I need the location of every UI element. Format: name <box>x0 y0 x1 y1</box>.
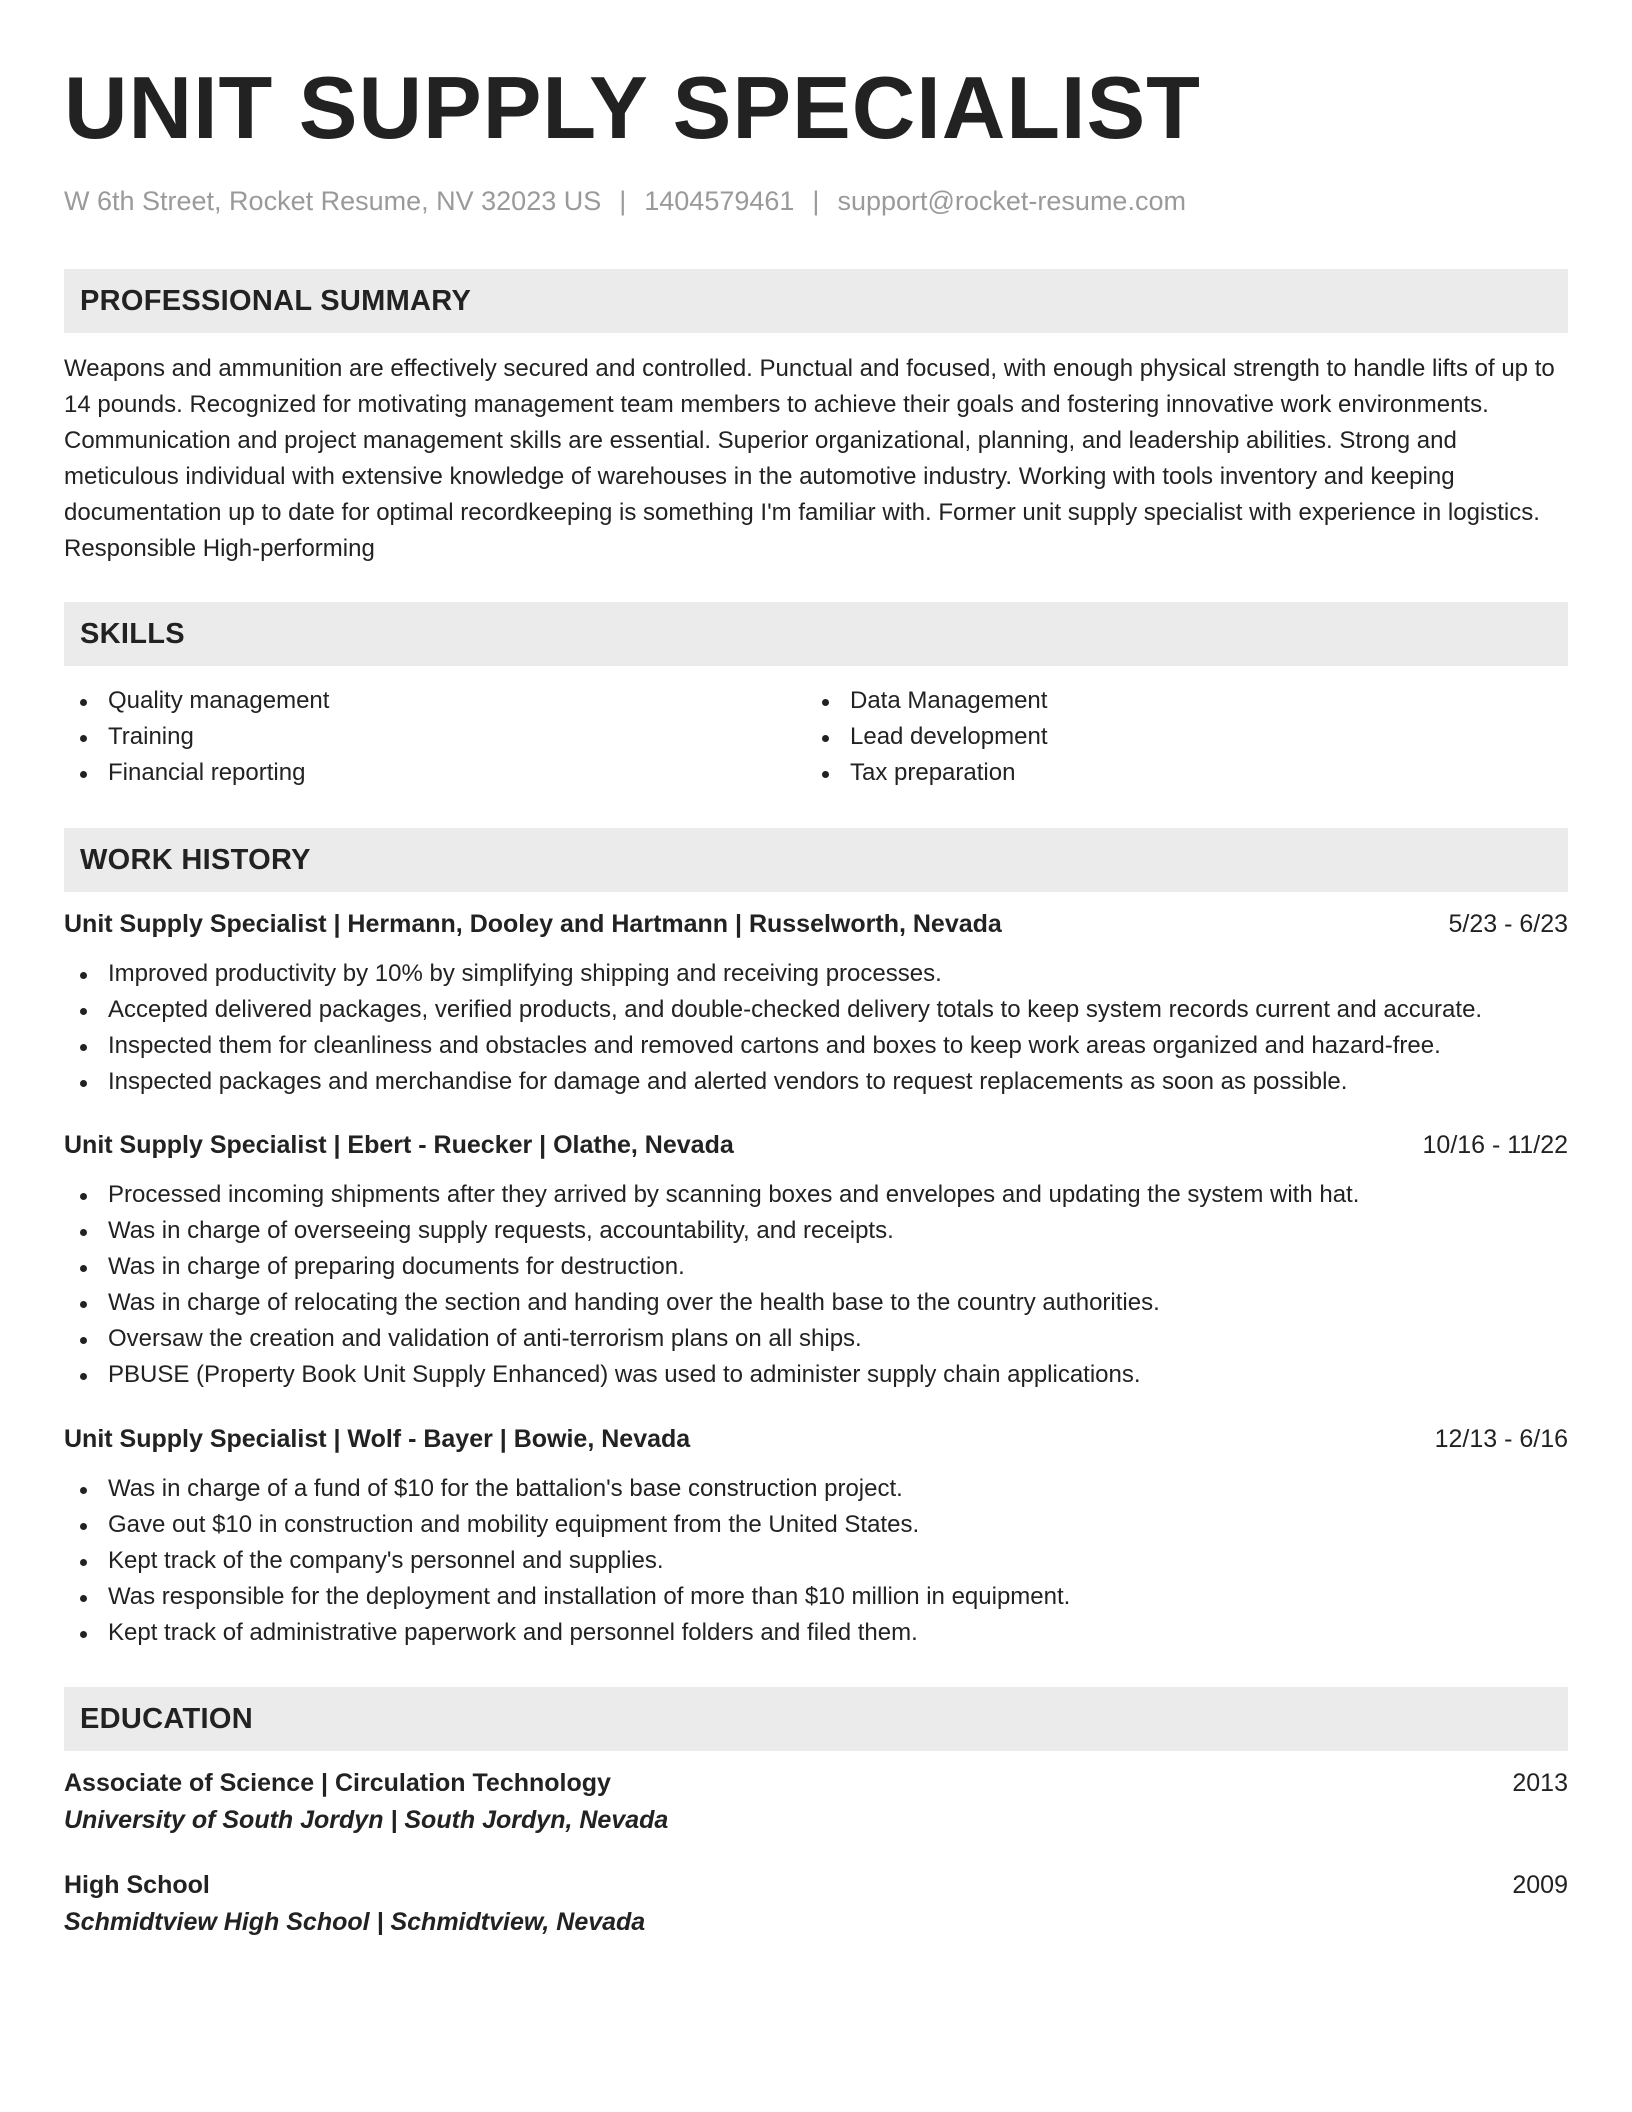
education-heading: EDUCATION <box>64 1687 1568 1751</box>
job-title: Unit Supply Specialist | Hermann, Dooley and Hartmann | Russelworth, Nevada <box>64 910 1002 938</box>
job-bullet: Oversaw the creation and validation of anti-terrorism plans on all ships. <box>64 1321 1568 1357</box>
contact-separator: | <box>619 186 627 216</box>
job-bullet: Was in charge of preparing documents for destruction. <box>64 1249 1568 1285</box>
contact-phone: 1404579461 <box>644 186 795 216</box>
education-degree: High School <box>64 1871 210 1899</box>
skill-item: Training <box>64 719 806 755</box>
job-bullet: Inspected packages and merchandise for damage and alerted vendors to request replacements as soon as possible. <box>64 1064 1568 1100</box>
job-bullet: Kept track of the company's personnel and supplies. <box>64 1543 1568 1579</box>
education-school: University of South Jordyn | South Jordyn, Nevada <box>64 1806 669 1834</box>
job-bullet: Improved productivity by 10% by simplifying shipping and receiving processes. <box>64 956 1568 992</box>
job-title: Unit Supply Specialist | Wolf - Bayer | Bowie, Nevada <box>64 1425 691 1453</box>
skill-item: Financial reporting <box>64 755 806 791</box>
skills-column-right <box>806 683 1548 791</box>
contact-email: support@rocket-resume.com <box>837 186 1186 216</box>
job-bullet: Accepted delivered packages, verified products, and double-checked delivery totals to keep system records current and accurate. <box>64 992 1568 1028</box>
resume-name: UNIT SUPPLY SPECIALIST <box>64 58 1201 157</box>
job-bullets <box>64 1177 1568 1393</box>
job-dates: 5/23 - 6/23 <box>1448 910 1568 938</box>
contact-address: W 6th Street, Rocket Resume, NV 32023 US <box>64 186 602 216</box>
job-bullet: Kept track of administrative paperwork and personnel folders and filed them. <box>64 1615 1568 1651</box>
education-year: 2009 <box>1512 1871 1568 1899</box>
job-bullets <box>64 1471 1568 1651</box>
job-header <box>64 1425 1568 1454</box>
skills-list <box>64 683 1568 791</box>
contact-separator: | <box>812 186 820 216</box>
skill-item: Tax preparation <box>806 755 1548 791</box>
job-title: Unit Supply Specialist | Ebert - Ruecker | Olathe, Nevada <box>64 1131 734 1159</box>
job-bullet: Was in charge of overseeing supply requests, accountability, and receipts. <box>64 1213 1568 1249</box>
education-entry-header <box>64 1769 1568 1798</box>
job-bullet: Was responsible for the deployment and installation of more than $10 million in equipment. <box>64 1579 1568 1615</box>
job-bullet: Was in charge of a fund of $10 for the battalion's base construction project. <box>64 1471 1568 1507</box>
job-bullet: Processed incoming shipments after they arrived by scanning boxes and envelopes and updating the system with hat. <box>64 1177 1568 1213</box>
education-entry-header <box>64 1871 1568 1900</box>
job-bullet: Was in charge of relocating the section and handing over the health base to the country authorities. <box>64 1285 1568 1321</box>
job-header <box>64 1131 1568 1160</box>
job-bullet: Gave out $10 in construction and mobility equipment from the United States. <box>64 1507 1568 1543</box>
job-bullets <box>64 956 1568 1100</box>
education-degree: Associate of Science | Circulation Technology <box>64 1769 611 1797</box>
job-bullet: PBUSE (Property Book Unit Supply Enhanced) was used to administer supply chain applications. <box>64 1357 1568 1393</box>
education-year: 2013 <box>1512 1769 1568 1797</box>
skill-item: Quality management <box>64 683 806 719</box>
job-bullet: Inspected them for cleanliness and obstacles and removed cartons and boxes to keep work areas organized and hazard-free. <box>64 1028 1568 1064</box>
summary-heading: PROFESSIONAL SUMMARY <box>64 269 1568 333</box>
skill-item: Data Management <box>806 683 1548 719</box>
skills-column-left <box>64 683 806 791</box>
skills-heading: SKILLS <box>64 602 1568 666</box>
job-header <box>64 910 1568 939</box>
job-dates: 10/16 - 11/22 <box>1422 1131 1568 1159</box>
work-history-heading: WORK HISTORY <box>64 828 1568 892</box>
education-school: Schmidtview High School | Schmidtview, Nevada <box>64 1908 646 1936</box>
skill-item: Lead development <box>806 719 1548 755</box>
job-dates: 12/13 - 6/16 <box>1434 1425 1568 1453</box>
contact-line <box>64 186 1568 217</box>
summary-text: Weapons and ammunition are effectively secured and controlled. Punctual and focused, with enough physical strength to handle lifts of up to 14 pounds. Recognized for motivating management team members to achieve their goals and fostering innovative work environments. Communication and project management skills are essential. Superior organizational, planning, and leadership abilities. Strong and meticulous individual with extensive knowledge of warehouses in the automotive industry. Working with tools inventory and keeping documentation up to date for optimal recordkeeping is something I'm familiar with. Former unit supply specialist with experience in logistics. Responsible High-performing <box>64 355 1555 562</box>
